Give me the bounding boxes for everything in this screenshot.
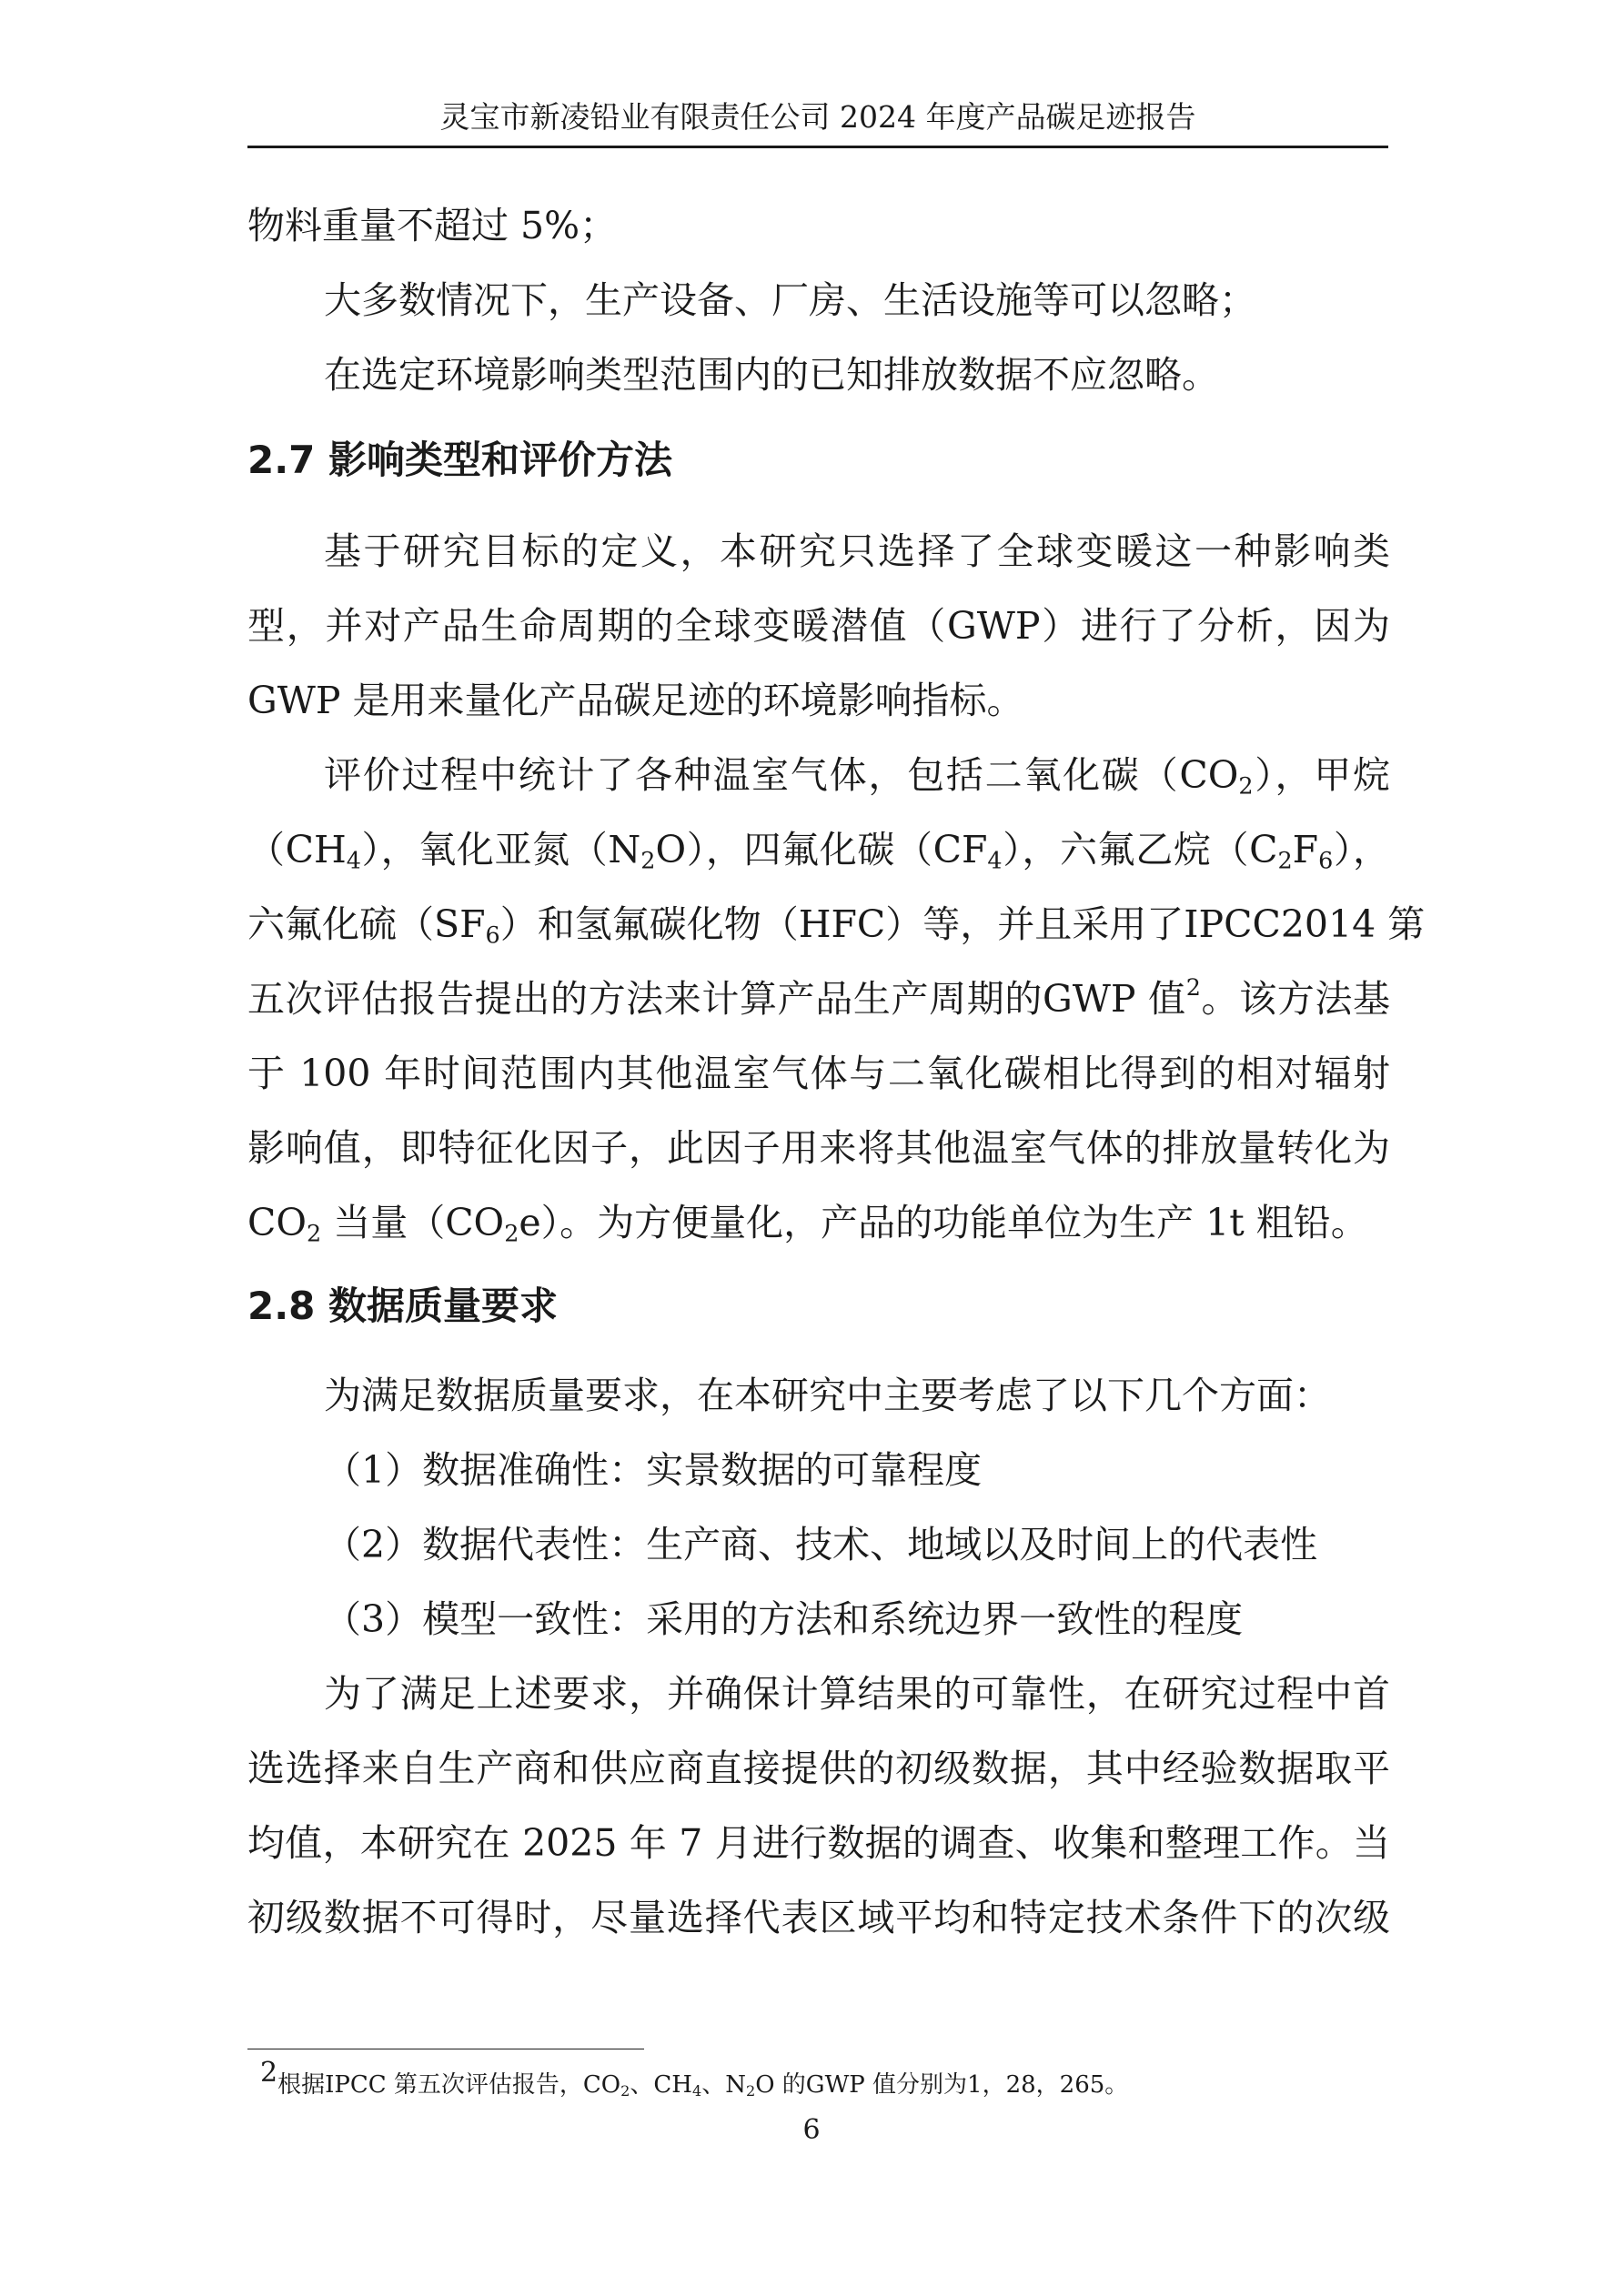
paragraph-line: 物料重量不超过 5%；	[247, 204, 618, 247]
list-item: （2）数据代表性：生产商、技术、地域以及时间上的代表性	[324, 1523, 1318, 1566]
paragraph-line: GWP 是用来量化产品碳足迹的环境影响指标。	[247, 679, 1024, 722]
list-item: （1）数据准确性：实景数据的可靠程度	[324, 1448, 983, 1492]
list-item: （3）模型一致性：采用的方法和系统边界一致性的程度	[324, 1597, 1244, 1641]
paragraph-line: 大多数情况下，生产设备、厂房、生活设施等可以忽略；	[324, 278, 1256, 322]
paragraph-line: 为了满足上述要求，并确保计算结果的可靠性，在研究过程中首	[324, 1672, 1390, 1716]
page-number: 6	[802, 2114, 821, 2146]
paragraph-line: 均值，本研究在 2025 年 7 月进行数据的调查、收集和整理工作。当	[247, 1821, 1390, 1865]
paragraph-line: $CO_2$ 当量$(CO_2e)$。为方便量化，产品的功能单位为生产 1t 粗铅。	[247, 1201, 1368, 1247]
footnote: 2根据IPCC 第五次评估报告，$CO_2$、$CH_4$、$N_2O$ 的GWP 值分别为1，28，265。	[260, 2057, 1129, 2100]
paragraph-line: 六氟化硫$(SF_6)$和氢氟碳化物（HFC）等，并且采用了IPCC2014 第	[247, 902, 1426, 949]
paragraph-line: 评价过程中统计了各种温室气体，包括二氧化碳$(CO_2)$，甲烷	[324, 753, 1391, 800]
page-header: 灵宝市新凌铅业有限责任公司 2024 年度产品碳足迹报告	[439, 99, 1196, 135]
paragraph-line: 五次评估报告提出的方法来计算产品生产周期的GWP 值$^2$。该方法基	[247, 973, 1390, 1021]
paragraph-line: 在选定环境影响类型范围内的已知排放数据不应忽略。	[324, 353, 1219, 397]
paragraph-line: 选选择来自生产商和供应商直接提供的初级数据，其中经验数据取平	[247, 1747, 1390, 1790]
section-heading-2-7: 2.7 影响类型和评价方法	[247, 438, 673, 482]
section-heading-2-8: 2.8 数据质量要求	[247, 1284, 559, 1328]
header-rule	[247, 146, 1388, 148]
paragraph-line: 于 100 年时间范围内其他温室气体与二氧化碳相比得到的相对辐射	[247, 1052, 1390, 1095]
footnote-mark: 2	[260, 2057, 278, 2089]
footnote-reference: 2	[1185, 973, 1201, 1002]
paragraph-line: 初级数据不可得时，尽量选择代表区域平均和特定技术条件下的次级	[247, 1896, 1390, 1939]
paragraph-line: $(CH_4)$，氧化亚氮$(N_2O)$，四氟化碳$(CF_4)$，六氟乙烷$(C_2F_6)$，	[247, 828, 1390, 874]
paragraph-line: 为满足数据质量要求，在本研究中主要考虑了以下几个方面：	[324, 1374, 1331, 1417]
paragraph-line: 基于研究目标的定义，本研究只选择了全球变暖这一种影响类	[324, 529, 1390, 573]
paragraph-line: 影响值，即特征化因子，此因子用来将其他温室气体的排放量转化为	[247, 1126, 1390, 1170]
paragraph-line: 型，并对产品生命周期的全球变暖潜值（GWP）进行了分析，因为	[247, 604, 1390, 648]
